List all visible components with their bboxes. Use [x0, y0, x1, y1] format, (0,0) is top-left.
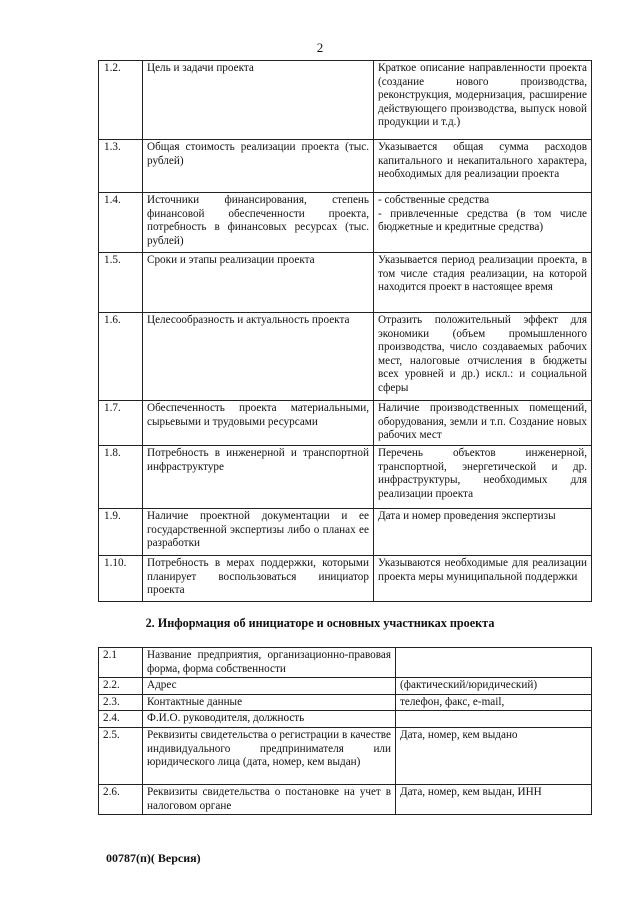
row-parameter: Целесообразность и актуальность проекта — [143, 313, 374, 401]
row-description: Краткое описание направленности проекта (создание нового производства, реконструкция, модернизация, расширение действующего производства, выпуск новой продукции и т.д.) — [374, 61, 592, 140]
row-number: 1.5. — [99, 253, 143, 313]
row-number: 2.5. — [99, 727, 143, 784]
project-info-table — [98, 60, 592, 602]
row-description: Указывается период реализации проекта, в том числе стадия реализации, на которой находится проект в настоящее время — [374, 253, 592, 313]
row-parameter: Потребность в инженерной и транспортной инфраструктуре — [143, 446, 374, 509]
row-description: - собственные средства - привлеченные средства (в том числе бюджетные и кредитные средства) — [374, 193, 592, 253]
row-field-name: Название предприятия, организационно-правовая форма, форма собственности — [143, 648, 396, 678]
row-number: 1.10. — [99, 556, 143, 602]
row-number: 1.7. — [99, 401, 143, 446]
table-row — [99, 193, 592, 253]
table-row — [99, 446, 592, 509]
row-parameter: Обеспеченность проекта материальными, сырьевыми и трудовыми ресурсами — [143, 401, 374, 446]
row-parameter: Цель и задачи проекта — [143, 61, 374, 140]
row-field-name: Ф.И.О. руководителя, должность — [143, 711, 396, 728]
row-description: Дата и номер проведения экспертизы — [374, 509, 592, 556]
row-number: 2.6. — [99, 784, 143, 814]
table-row — [99, 556, 592, 602]
document-footer-code: 00787(п)( Версия) — [106, 851, 201, 865]
row-description: Наличие производственных помещений, оборудования, земли и т.п. Создание новых рабочих мест — [374, 401, 592, 446]
row-field-value: телефон, факс, e-mail, — [396, 694, 592, 711]
table-row — [99, 784, 592, 814]
row-number: 1.2. — [99, 61, 143, 140]
row-field-name: Реквизиты свидетельства о регистрации в качестве индивидуального предпринимателя или юридического лица (дата, номер, кем выдан) — [143, 727, 396, 784]
table-row — [99, 711, 592, 728]
row-parameter: Наличие проектной документации и ее государственной экспертизы либо о планах ее разработки — [143, 509, 374, 556]
row-number: 2.1 — [99, 648, 143, 678]
row-field-value: (фактический/юридический) — [396, 678, 592, 695]
row-description: Отразить положительный эффект для экономики (объем промышленного производства, число создаваемых рабочих мест, налоговые отчисления в бюджеты всех уровней и др.) искл.: и социальной сферы — [374, 313, 592, 401]
row-field-name: Реквизиты свидетельства о постановке на учет в налоговом органе — [143, 784, 396, 814]
row-description: Указываются необходимые для реализации проекта меры муниципальной поддержки — [374, 556, 592, 602]
row-parameter: Источники финансирования, степень финансовой обеспеченности проекта, потребность в финансовых ресурсах (тыс. рублей) — [143, 193, 374, 253]
row-number: 2.2. — [99, 678, 143, 695]
row-field-value — [396, 711, 592, 728]
table-row — [99, 401, 592, 446]
table-row — [99, 313, 592, 401]
section-2-heading: 2. Информация об инициаторе и основных участниках проекта — [145, 616, 495, 630]
initiator-info-table — [98, 647, 592, 815]
table-row — [99, 648, 592, 678]
row-number: 1.4. — [99, 193, 143, 253]
row-field-name: Контактные данные — [143, 694, 396, 711]
row-number: 2.4. — [99, 711, 143, 728]
row-description: Указывается общая сумма расходов капитального и некапитального характера, необходимых для реализации проекта — [374, 140, 592, 193]
row-field-value: Дата, номер, кем выдан, ИНН — [396, 784, 592, 814]
row-number: 1.6. — [99, 313, 143, 401]
row-description: Перечень объектов инженерной, транспортной, энергетической и др. инфраструктуры, необходимых для реализации проекта — [374, 446, 592, 509]
table-row — [99, 678, 592, 695]
table-row — [99, 727, 592, 784]
row-field-name: Адрес — [143, 678, 396, 695]
row-number: 2.3. — [99, 694, 143, 711]
row-field-value: Дата, номер, кем выдано — [396, 727, 592, 784]
row-field-value — [396, 648, 592, 678]
row-number: 1.9. — [99, 509, 143, 556]
row-parameter: Сроки и этапы реализации проекта — [143, 253, 374, 313]
table-row — [99, 253, 592, 313]
table-row — [99, 140, 592, 193]
row-parameter: Потребность в мерах поддержки, которыми планирует воспользоваться инициатор проекта — [143, 556, 374, 602]
row-parameter: Общая стоимость реализации проекта (тыс. рублей) — [143, 140, 374, 193]
table-row — [99, 694, 592, 711]
page-number: 2 — [316, 40, 324, 55]
table-row — [99, 509, 592, 556]
table-row — [99, 61, 592, 140]
row-number: 1.3. — [99, 140, 143, 193]
row-number: 1.8. — [99, 446, 143, 509]
